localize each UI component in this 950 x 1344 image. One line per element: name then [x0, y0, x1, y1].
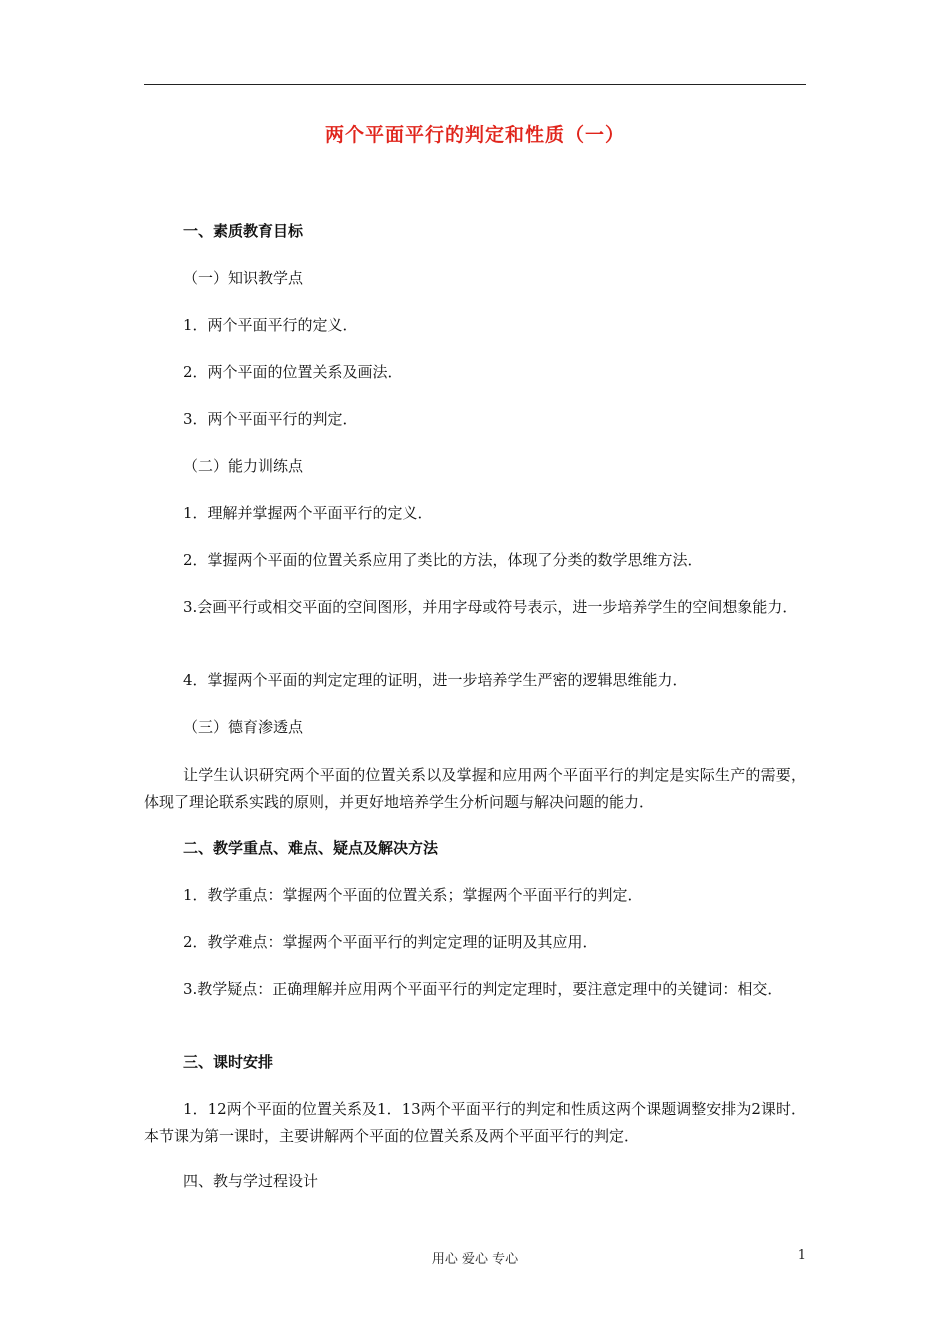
ability-item-1: 1．理解并掌握两个平面平行的定义．	[183, 504, 433, 522]
doubt-point-item: 3.教学疑点：正确理解并应用两个平面平行的判定定理时，要注意定理中的关键词：相交．	[183, 980, 783, 998]
schedule-paragraph: 1．12两个平面的位置关系及1．13两个平面平行的判定和性质这两个课题调整安排为2课时．本节课为第一课时，主要讲解两个平面的位置关系及两个平面平行的判定．	[144, 1100, 806, 1145]
section-heading-2: 二、教学重点、难点、疑点及解决方法	[183, 839, 439, 857]
footer-slogan: 用心 爱心 专心	[431, 1252, 519, 1267]
section-heading-4: 四、教与学过程设计	[183, 1172, 319, 1190]
section-heading-3: 三、课时安排	[183, 1053, 274, 1071]
ability-item-2: 2．掌握两个平面的位置关系应用了类比的方法，体现了分类的数学思维方法．	[183, 551, 703, 569]
subsection-moral: （三）德育渗透点	[183, 718, 304, 736]
knowledge-item-3: 3．两个平面平行的判定．	[183, 410, 358, 428]
document-title: 两个平面平行的判定和性质（一）	[324, 124, 625, 146]
knowledge-item-2: 2．两个平面的位置关系及画法．	[183, 363, 403, 381]
subsection-knowledge: （一）知识教学点	[183, 269, 304, 287]
ability-item-3: 3.会画平行或相交平面的空间图形，并用字母或符号表示，进一步培养学生的空间想象能力．	[183, 598, 798, 616]
page-number: 1	[797, 1248, 806, 1263]
ability-item-4: 4．掌握两个平面的判定定理的证明，进一步培养学生严密的逻辑思维能力．	[183, 671, 688, 689]
header-rule	[144, 84, 806, 85]
moral-paragraph: 让学生认识研究两个平面的位置关系以及掌握和应用两个平面平行的判定是实际生产的需要，体现了理论联系实践的原则，并更好地培养学生分析问题与解决问题的能力．	[144, 766, 806, 811]
knowledge-item-1: 1．两个平面平行的定义．	[183, 316, 358, 334]
subsection-ability: （二）能力训练点	[183, 457, 304, 475]
key-point-item: 1．教学重点：掌握两个平面的位置关系；掌握两个平面平行的判定．	[183, 886, 643, 904]
section-heading-1: 一、素质教育目标	[183, 222, 304, 240]
difficult-point-item: 2．教学难点：掌握两个平面平行的判定定理的证明及其应用．	[183, 933, 598, 951]
